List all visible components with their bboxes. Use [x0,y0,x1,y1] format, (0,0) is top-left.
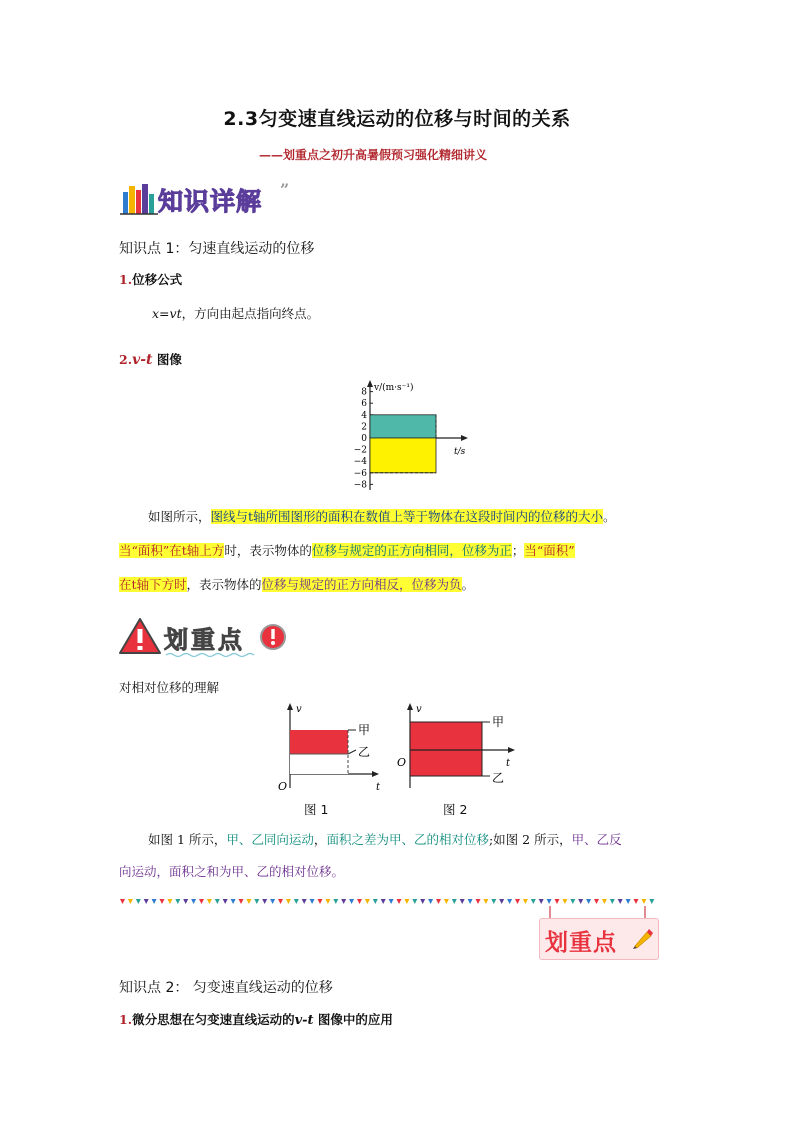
relative-para-line1 [148,823,622,857]
formula: x=vt [152,306,182,321]
divider-dot [333,899,338,904]
divider-dot [483,899,488,904]
divider-dot [460,899,465,904]
divider-dot [428,899,433,904]
divider-dot [231,899,236,904]
figure-2 [394,700,524,796]
section1-heading: 知识点 1：匀速直线运动的位移 [119,241,315,257]
divider-dot [120,899,125,904]
item-number: 1. [119,1012,133,1027]
y-tick-label: −8 [353,480,367,491]
para1-line3 [119,568,474,602]
highlight-text: ，面积之和为甲、乙的相对位移。 [156,864,345,879]
divider-dot [318,899,323,904]
area-jia-yi [410,722,482,776]
divider-dot [175,899,180,904]
key-points-banner [118,616,298,658]
divider-dot [310,899,315,904]
y-tick-label: 4 [361,410,367,421]
divider-dot [626,899,631,904]
text: 时，表示物体的 [224,543,312,558]
highlight-text: 向运动 [119,864,157,879]
divider-dot [128,899,133,904]
books-icon [120,180,160,216]
vt-label: v-t [132,352,153,368]
axis-v: v [416,704,422,715]
divider-dot [389,899,394,904]
highlight-text: 位移与规定的正方向相反，位移为负 [261,577,462,592]
divider-dot [365,899,370,904]
divider-dot [641,899,646,904]
y-axis-arrow [407,703,413,710]
y-axis-label: v/(m·s⁻¹) [374,383,414,393]
divider-dot [152,899,157,904]
divider-dot [547,899,552,904]
figure-2-caption: 图 2 [443,802,468,817]
highlight-text: 甲、乙同向运动 [226,832,314,847]
divider-dot [468,899,473,904]
relative-para-line2 [119,855,344,889]
x-axis-arrow [461,435,468,441]
text: 如图所示， [148,509,211,524]
highlight-text: 图线与t轴所围图形的面积在数值上等于物体在这段时间内的位移的大小 [210,509,604,524]
section1-item1 [119,270,182,288]
divider-dot [160,899,165,904]
y-tick-label: 0 [361,434,367,444]
item-label: 微分思想在匀变速直线运动的 [132,1012,295,1027]
highlight-text: 面积之差为甲、乙的相对位移 [326,832,489,847]
section2-item1 [119,1010,393,1028]
divider-dot [207,899,212,904]
divider-dot [531,899,536,904]
y-tick-label: −2 [353,445,367,456]
divider-dot [183,899,188,904]
para1-line2 [119,534,575,568]
divider-dot [610,899,615,904]
wavy-underline [166,652,256,658]
highlight-text: 位移与规定的正方向相同，位移为正 [311,543,512,558]
divider-dot [404,899,409,904]
divider-dot [270,899,275,904]
divider-dot [144,899,149,904]
x-axis-label: t/s [454,447,466,457]
y-tick-label: −4 [353,457,367,468]
axis-v: v [296,704,302,715]
text: ，表示物体的 [186,577,262,592]
divider-dot [341,899,346,904]
formula-note: ，方向由起点指向终点。 [181,306,320,321]
area-jia [290,730,348,754]
divider-dot [136,899,141,904]
item-label: 图像 [152,352,182,367]
text: 。 [603,509,616,524]
figure-1-caption: 图 1 [304,802,329,817]
text: 。 [461,577,475,592]
vt-label: v-t [294,1013,314,1028]
divider-dot [325,899,330,904]
divider-dot [246,899,251,904]
item-number: 2. [119,352,133,367]
y-axis-arrow [287,703,293,710]
highlight-text: 在t轴下方时 [119,577,187,592]
divider-dot [349,899,354,904]
alert-icon [258,622,288,652]
pencil-icon [631,926,653,950]
divider-dot [215,899,220,904]
tag-text: 划重点 [545,930,617,956]
divider-dot [397,899,402,904]
divider-dot [412,899,417,904]
divider-dot [381,899,386,904]
divider-dot [262,899,267,904]
page-subtitle: ——划重点之初升高暑假预习强化精细讲义 [259,148,488,162]
divider-dot [649,899,654,904]
divider-dot [499,899,504,904]
text: ， [313,832,327,847]
section1-item2 [119,350,182,368]
y-tick-label: 8 [361,387,367,398]
axis-origin: O [397,756,407,769]
divider-dot [515,899,520,904]
divider-dot [618,899,623,904]
divider-dot [555,899,560,904]
axis-origin: O [278,780,288,793]
text: ； [511,543,525,558]
y-axis-arrow [367,380,373,387]
divider-dot [539,899,544,904]
item-label: 图像中的应用 [313,1012,393,1027]
text: ;如图 2 所示， [488,832,572,847]
warning-icon [118,616,162,656]
area-yi [290,754,348,774]
key-points-text: 划重点 [164,626,245,654]
divider-dot [476,899,481,904]
divider-dot [239,899,244,904]
relative-heading: 对相对位移的理解 [119,680,220,695]
label-yi: 乙 [358,745,371,759]
divider-dot [357,899,362,904]
x-axis-arrow [372,771,379,777]
text: 如图 1 所示， [148,832,227,847]
page-title: 2.3匀变速直线运动的位移与时间的关系 [223,108,571,130]
y-tick-label: −6 [353,468,367,479]
highlight-text: 当“面积”在t轴上方 [119,543,225,558]
highlight-text: 当“面积” [524,543,575,558]
divider-dot [373,899,378,904]
divider-dot [578,899,583,904]
x-axis-arrow [508,747,515,753]
y-tick-label: 2 [361,422,367,433]
axis-t: t [376,782,381,793]
section2-heading: 知识点 2： 匀变速直线运动的位移 [119,980,333,996]
divider-dot [294,899,299,904]
divider-dot [191,899,196,904]
divider-dot [444,899,449,904]
divider-dot [594,899,599,904]
divider-dot [570,899,575,904]
divider-dot [452,899,457,904]
y-tick-label: 6 [361,399,367,410]
figure-1 [276,700,386,796]
divider-dot [167,899,172,904]
divider-dot [491,899,496,904]
divider-dot [254,899,259,904]
axis-t: t [506,758,511,769]
key-points-tag [539,906,659,958]
divider-dot [436,899,441,904]
vt-graph [338,378,478,492]
divider-dot [634,899,639,904]
knowledge-banner [120,180,290,216]
divider-dot [223,899,228,904]
divider-dot [562,899,567,904]
para1-line1 [148,500,616,534]
leader-yi [348,750,356,754]
label-jia: 甲 [492,715,505,729]
divider-dot [199,899,204,904]
divider-dot [278,899,283,904]
divider-dot [302,899,307,904]
divider-dot [523,899,528,904]
item-label: 位移公式 [132,272,183,287]
label-yi: 乙 [492,771,505,785]
divider-dot [420,899,425,904]
negative-area [370,438,436,473]
divider-dot [586,899,591,904]
formula-line [152,304,319,322]
item-number: 1. [119,272,133,287]
label-jia: 甲 [358,723,371,737]
quote-mark: ” [280,180,290,199]
divider-dot [602,899,607,904]
divider-dot [286,899,291,904]
knowledge-banner-text: 知识详解 [158,187,263,216]
highlight-text: 甲、乙反 [571,832,622,847]
positive-area [370,415,436,438]
divider-dot [507,899,512,904]
